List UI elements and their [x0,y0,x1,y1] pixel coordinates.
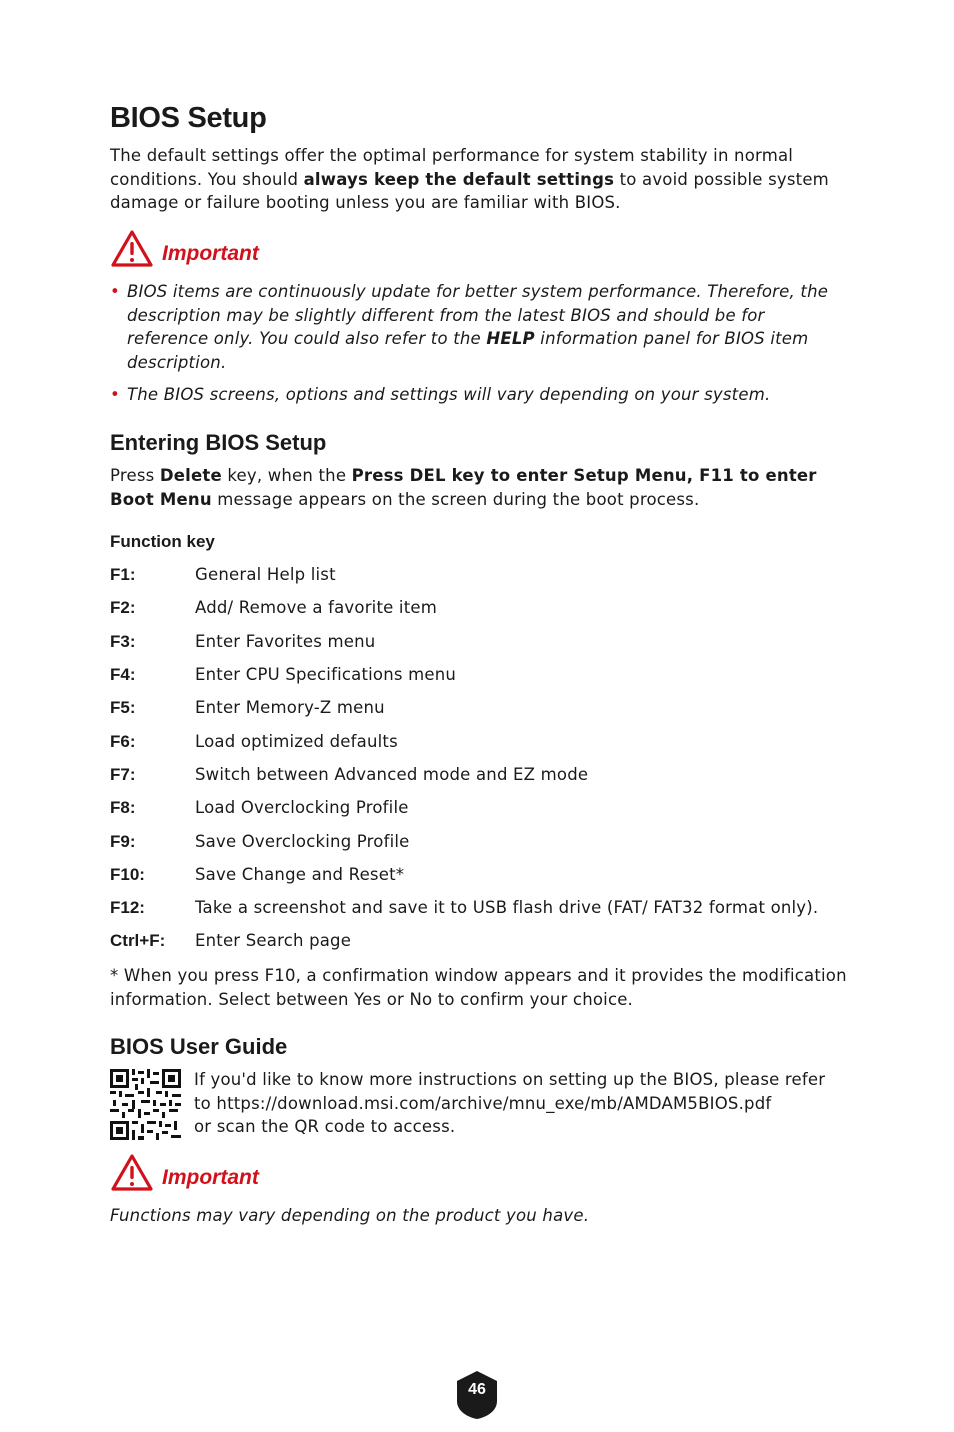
user-guide-link[interactable]: to https://download.msi.com/archive/mnu_exe/mb/AMDAM5BIOS.pdf [194,1093,772,1113]
function-key-row: F12: Take a screenshot and save it to USB flash drive (FAT/ FAT32 format only). [110,898,819,917]
warning-icon [110,229,154,269]
function-key-table [110,563,870,963]
important-bullet-1: • BIOS items are continuously update for better system performance. Therefore, the description may be slightly different from the latest BIOS and should be for reference only. You could also refer to the HELP information panel for BIOS item description. [110,280,830,374]
important-bullet-2: • The BIOS screens, options and settings will vary depending on your system. [110,383,830,407]
important-2-text: Functions may vary depending on the product you have. [110,1206,590,1225]
important-label: Important [162,1166,259,1189]
function-key-row: F3: Enter Favorites menu [110,632,376,651]
function-key-row: F8: Load Overclocking Profile [110,798,409,817]
important-label: Important [162,242,259,265]
function-key-row: F1: General Help list [110,565,336,584]
bullet-dot: • [110,385,120,404]
function-key-row: F9: Save Overclocking Profile [110,832,410,851]
function-key-row: F6: Load optimized defaults [110,732,398,751]
function-key-footnote: * When you press F10, a confirmation window appears and it provides the modification information. Select between Yes or No to confirm your choice. [110,966,847,1009]
important-header [110,229,259,269]
function-key-row: F10: Save Change and Reset* [110,865,405,884]
function-key-row: Ctrl+F: Enter Search page [110,931,352,950]
section-heading-entering: Entering BIOS Setup [110,430,327,455]
intro-bold: always keep the default settings [303,169,615,189]
qr-code-icon[interactable] [110,1069,181,1140]
intro-paragraph: The default settings offer the optimal performance for system stability in normal conditions. You should always keep the default settings to avoid possible system damage or failure booting unless you are familiar with BIOS. [110,146,829,212]
page-number: 46 [468,1381,486,1398]
function-key-row: F7: Switch between Advanced mode and EZ mode [110,765,589,784]
function-key-row: F5: Enter Memory-Z menu [110,698,385,717]
function-key-heading: Function key [110,532,215,551]
entering-paragraph: Press Delete key, when the Press DEL key to enter Setup Menu, F11 to enter Boot Menu message appears on the screen during the boot process. [110,466,817,509]
user-guide-text: If you'd like to know more instructions on setting up the BIOS, please refer to https://download.msi.com/archive/mnu_exe/mb/AMDAM5BIOS.pdf or scan the QR code to access. [194,1068,854,1139]
bullet-dot: • [110,282,120,301]
function-key-row: F2: Add/ Remove a favorite item [110,598,437,617]
important-header-2 [110,1153,259,1193]
function-key-row: F4: Enter CPU Specifications menu [110,665,457,684]
warning-icon [110,1153,154,1193]
section-heading-user-guide: BIOS User Guide [110,1034,288,1059]
page-title: BIOS Setup [110,102,267,134]
